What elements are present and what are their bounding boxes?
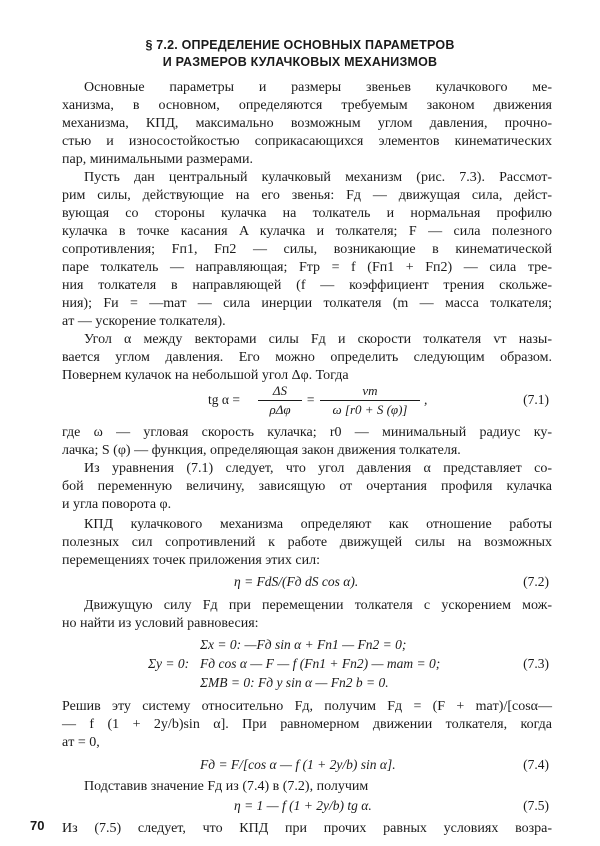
text-line: Решив эту систему относительно Fд, получим Fд = (F + maт)/[cosα— xyxy=(62,699,552,714)
text-line: полезных сил сопротивлений к работе движущей силы на возможных xyxy=(62,535,552,550)
text-line: стью и износостойкостью соприкасающихся элементов кинематических xyxy=(62,134,552,149)
eq73-row-2: Fд cos α — F — f (Fп1 + Fп2) — maт = 0; xyxy=(200,656,441,671)
text-line: рим силы, действующие на его звенья: Fд — движущая сила, дейст- xyxy=(62,188,552,203)
text-line: Угол α между векторами силы Fд и скорости толкателя vт назы- xyxy=(84,332,552,347)
text-line: ния); Fи = —maт — сила инерции толкателя (m — масса толкателя; xyxy=(62,296,552,311)
eq71-fraction-bar-1 xyxy=(258,400,302,401)
equation-number: (7.4) xyxy=(523,757,549,772)
equation-7-4: Fд = F/[cos α — f (1 + 2y/b) sin α]. xyxy=(200,757,396,772)
text-line: Из (7.5) следует, что КПД при прочих равных условиях возра- xyxy=(62,821,552,836)
text-line: aт = 0, xyxy=(62,735,100,750)
text-line: Повернем кулачок на небольшой угол Δφ. Тогда xyxy=(62,368,349,383)
text-line: — f (1 + 2y/b)sin α]. При равномерном движении толкателя, когда xyxy=(62,717,552,732)
eq71-lhs: tg α = xyxy=(208,392,240,407)
text-line: aт — ускорение толкателя). xyxy=(62,314,226,329)
equation-number: (7.3) xyxy=(523,656,549,671)
text-line: вается углом давления. Его можно определить следующим образом. xyxy=(62,350,552,365)
eq71-numerator-1: ΔS xyxy=(272,383,288,398)
text-line: вующая со стороны кулачка на толкатель и нормальная профилю xyxy=(62,206,552,221)
text-line: КПД кулачкового механизма определяют как отношение работы xyxy=(84,517,552,532)
eq71-denominator-1: ρΔφ xyxy=(269,402,291,417)
section-title-line-1: § 7.2. ОПРЕДЕЛЕНИЕ ОСНОВНЫХ ПАРАМЕТРОВ xyxy=(145,38,455,52)
text-line: Основные параметры и размеры звеньев кулачкового ме- xyxy=(84,80,552,95)
eq71-numerator-2: vт xyxy=(362,383,378,398)
equation-7-5: η = 1 — f (1 + 2y/b) tg α. xyxy=(234,798,372,813)
equation-number: (7.5) xyxy=(523,798,549,813)
text-line: кулачка в точке касания A кулачка и толкателя; F — сила полезного xyxy=(62,224,552,239)
page-number: 70 xyxy=(30,818,45,833)
eq71-denominator-2: ω [r0 + S (φ)] xyxy=(332,402,408,417)
text-line: и угла поворота φ. xyxy=(62,497,172,512)
text-line: Пусть дан центральный кулачковый механизм (рис. 7.3). Рассмот- xyxy=(84,170,552,185)
text-line: но найти из условий равновесия: xyxy=(62,616,259,631)
text-line: перемещениях точек приложения этих сил: xyxy=(62,553,320,568)
text-line: ханизма, в основном, определяются требуемым законом движения xyxy=(62,98,552,113)
equation-number: (7.1) xyxy=(523,392,549,407)
eq73-row-2-label: Σy = 0: xyxy=(148,656,190,671)
text-line: где ω — угловая скорость кулачка; r0 — минимальный радиус ку- xyxy=(62,425,552,440)
eq73-row-1: Σx = 0: —Fд sin α + Fп1 — Fп2 = 0; xyxy=(200,637,407,652)
text-line: Из уравнения (7.1) следует, что угол давления α представляет со- xyxy=(84,461,552,476)
section-title-line-2: И РАЗМЕРОВ КУЛАЧКОВЫХ МЕХАНИЗМОВ xyxy=(162,55,438,69)
eq73-row-3: ΣMB = 0: Fд y sin α — Fп2 b = 0. xyxy=(200,675,389,690)
text-line: Движущую силу Fд при перемещении толкателя с ускорением мож- xyxy=(84,598,552,613)
text-line: бой переменную величину, зависящую от очертания профиля кулачка xyxy=(62,479,552,494)
text-line: ния толкателя в направляющей (f — коэффициент трения скольже- xyxy=(62,278,552,293)
text-line: лачка; S (φ) — функция, определяющая закон движения толкателя. xyxy=(62,443,461,458)
text-line: пар, минимальными размерами. xyxy=(62,152,253,167)
text-line: паре толкатель — направляющая; Fтр = f (Fп1 + Fп2) — сила тре- xyxy=(62,260,552,275)
eq71-tail: , xyxy=(424,392,428,407)
text-line: Подставив значение Fд из (7.4) в (7.2), получим xyxy=(84,779,369,794)
eq71-fraction-bar-2 xyxy=(320,400,420,401)
equation-number: (7.2) xyxy=(523,574,549,589)
text-line: сопротивления; Fп1, Fп2 — силы, возникающие в кинематической xyxy=(62,242,552,257)
equation-7-2: η = FdS/(Fд dS cos α). xyxy=(234,574,359,589)
eq71-equals: = xyxy=(306,392,316,407)
text-line: механизма, КПД, максимально возможным углом давления, прочно- xyxy=(62,116,552,131)
